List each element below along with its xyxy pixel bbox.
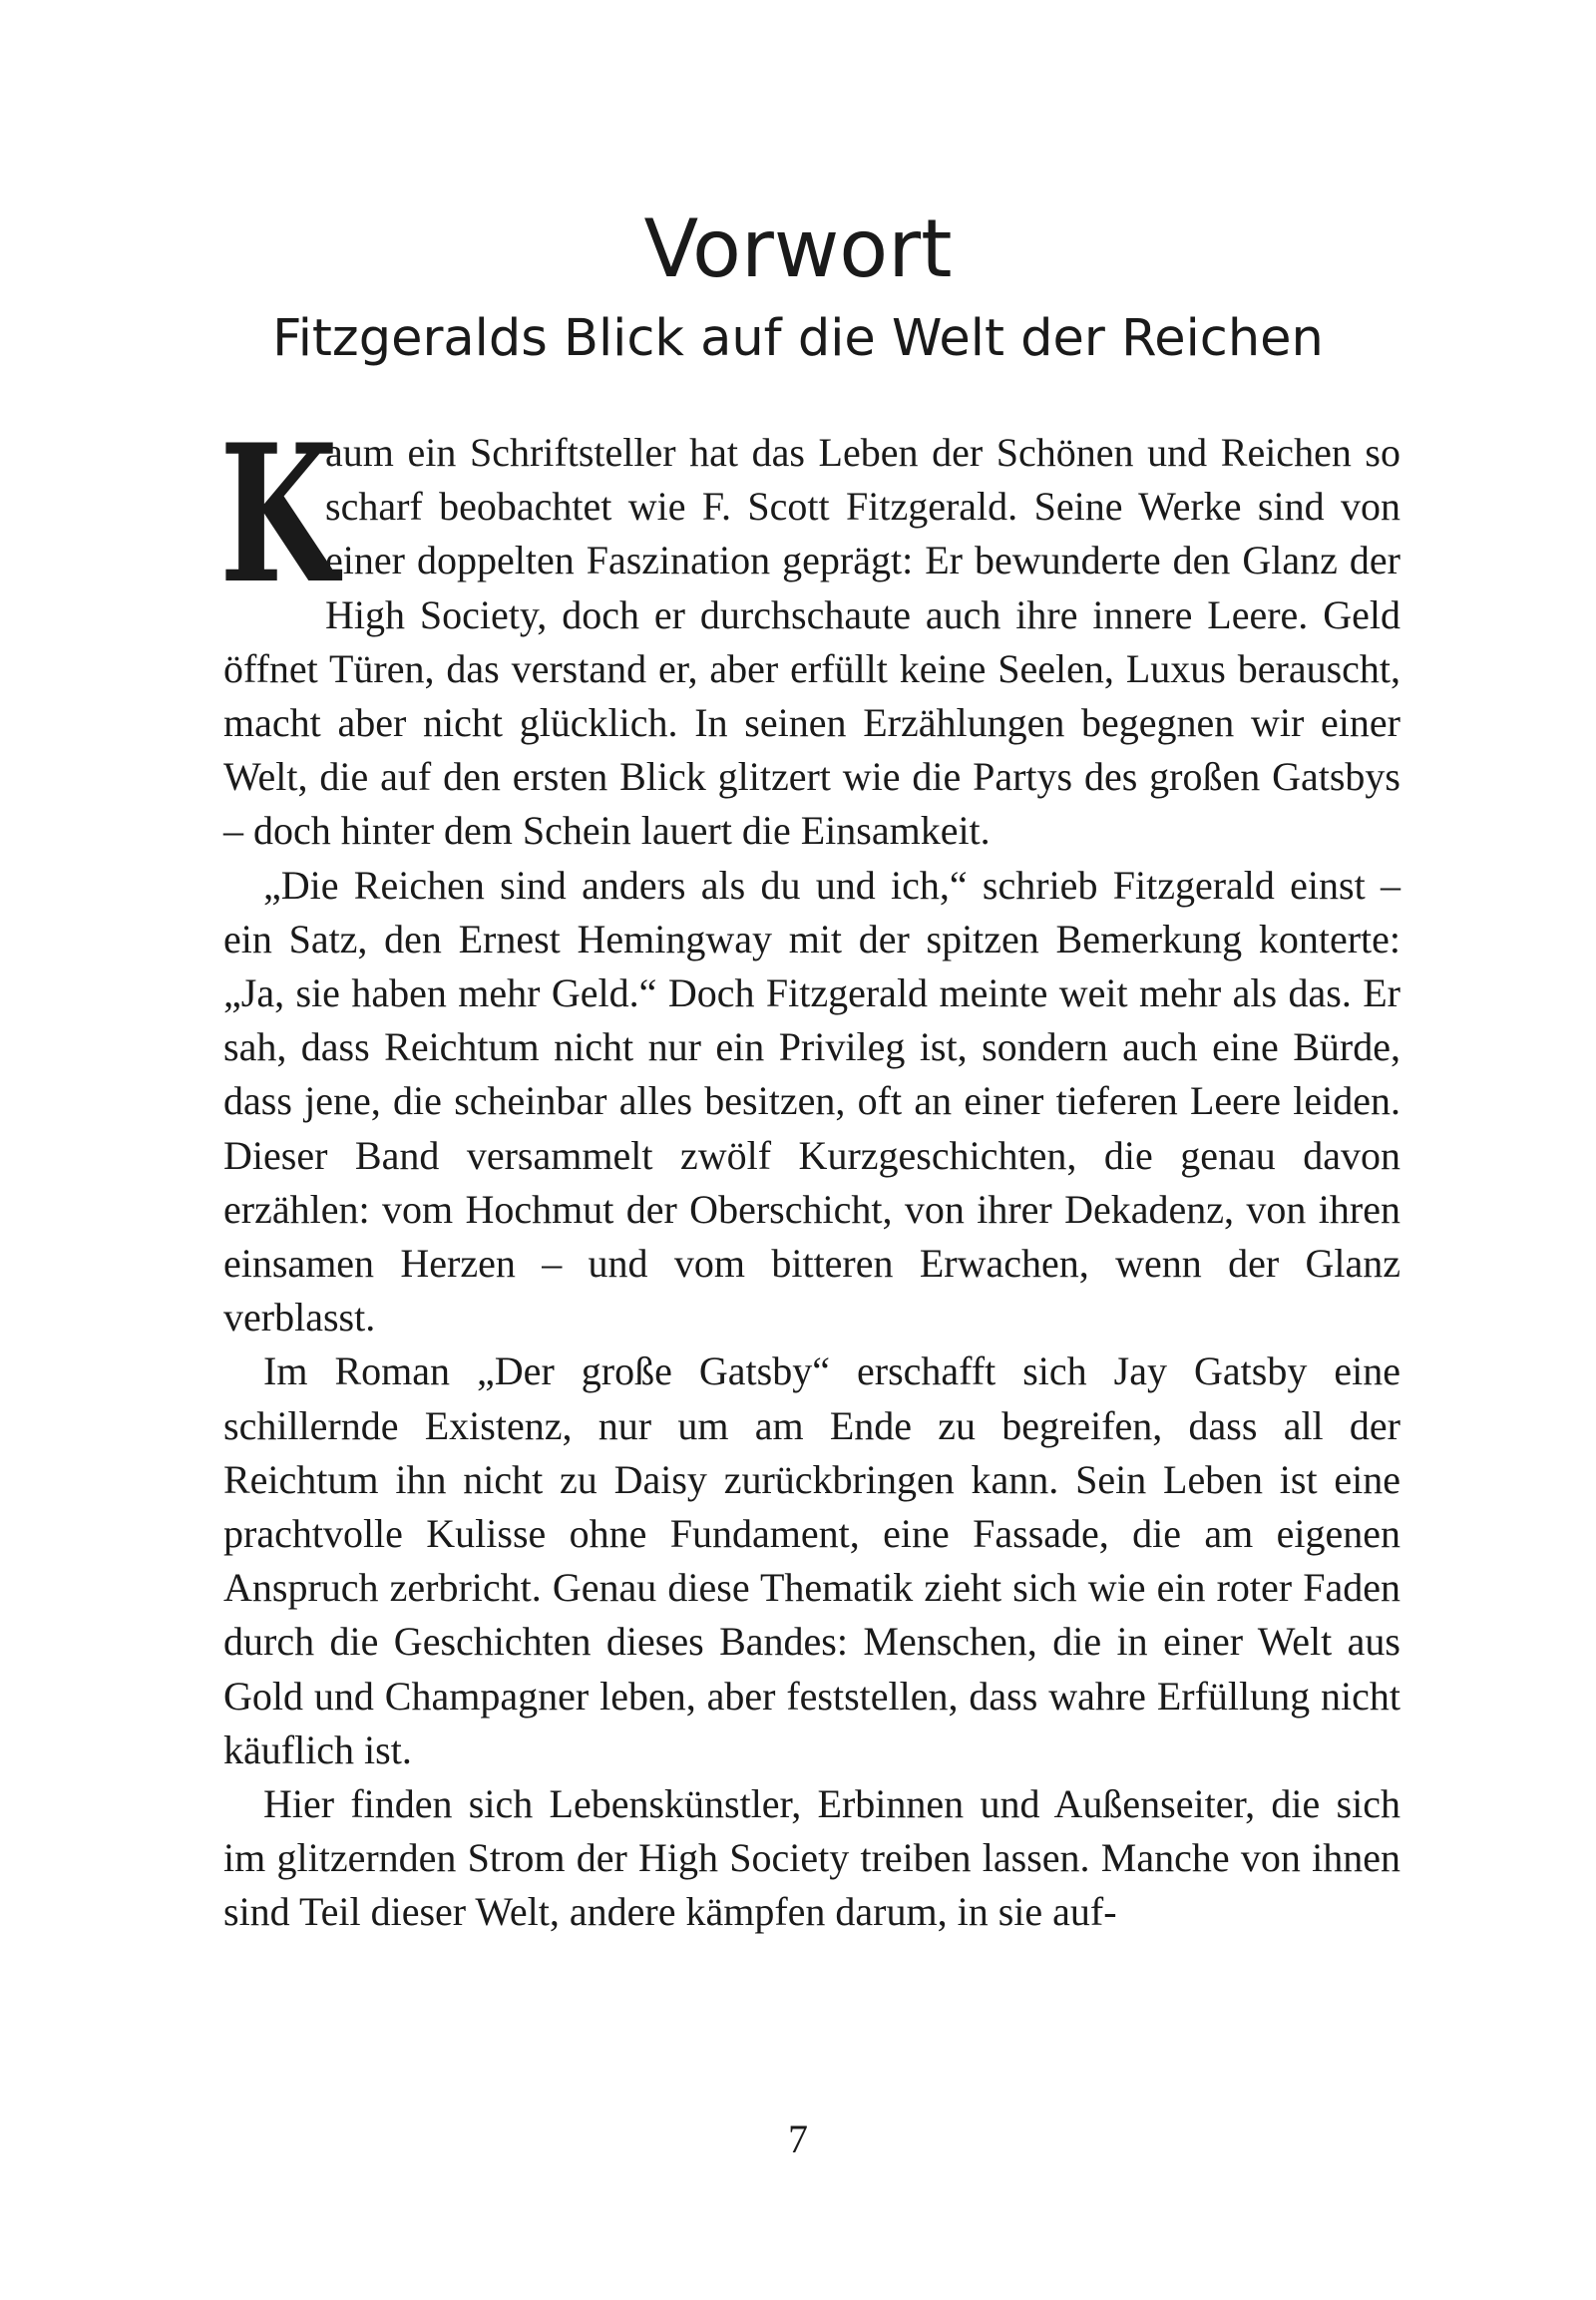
paragraph-1: [219, 403, 1400, 859]
chapter-subtitle: Fitzgeralds Blick auf die Welt der Reichen: [272, 309, 1324, 368]
chapter-title: Vorwort: [643, 202, 953, 295]
body-text: [219, 403, 1400, 1940]
paragraph-2: „Die Reichen sind anders als du und ich,“ schrieb Fitzgerald einst – ein Satz, den Ernest Hemingway mit der spitzen Bemerkung konterte: „Ja, sie haben mehr Geld.“ Doch Fitzgerald meinte weit mehr als das. Er sah, dass Reichtum nicht nur ein Privileg ist, sondern auch eine Bürde, dass jene, die scheinbar alles besitzen, oft an einer tieferen Leere leiden. Dieser Band versammelt zwölf Kurzgeschichten, die genau davon erzählen: vom Hochmut der Oberschicht, von ihrer Dekadenz, von ihren einsamen Herzen – und vom bitteren Erwachen, wenn der Glanz verblasst.: [223, 862, 1400, 1341]
drop-cap-letter: K: [219, 403, 338, 625]
page-number: 7: [788, 2116, 808, 2161]
paragraph-1-text: aum ein Schriftsteller hat das Leben der Schönen und Reichen so scharf beobachtet wie F. Scott Fitzgerald. Seine Werke sind von einer doppelten Faszination geprägt: Er bewunderte den Glanz der High Society, doch er durchschaute auch ihre innere Leere. Geld öffnet Türen, das verstand er, aber erfüllt keine Seelen, Luxus berauscht, macht aber nicht glücklich. In seinen Erzählungen begegnen wir einer Welt, die auf den ersten Blick glitzert wie die Partys des großen Gatsbys – doch hinter dem Schein lauert die Einsamkeit.: [223, 430, 1400, 854]
paragraph-4: Hier finden sich Lebenskünstler, Erbinnen und Außenseiter, die sich im glitzernden Strom der High Society treiben lassen. Manche von ihnen sind Teil dieser Welt, andere kämpfen darum, in sie auf-: [223, 1781, 1400, 1935]
paragraph-3: Im Roman „Der große Gatsby“ erschafft sich Jay Gatsby eine schillernde Existenz, nur um am Ende zu begreifen, dass all der Reichtum ihn nicht zu Daisy zurückbringen kann. Sein Leben ist eine prachtvolle Kulisse ohne Fundament, eine Fassade, die am eigenen Anspruch zerbricht. Genau diese Thematik zieht sich wie ein roter Faden durch die Geschichten dieses Bandes: Menschen, die in einer Welt aus Gold und Champagner leben, aber feststellen, dass wahre Erfüllung nicht käuflich ist.: [223, 1348, 1400, 1772]
